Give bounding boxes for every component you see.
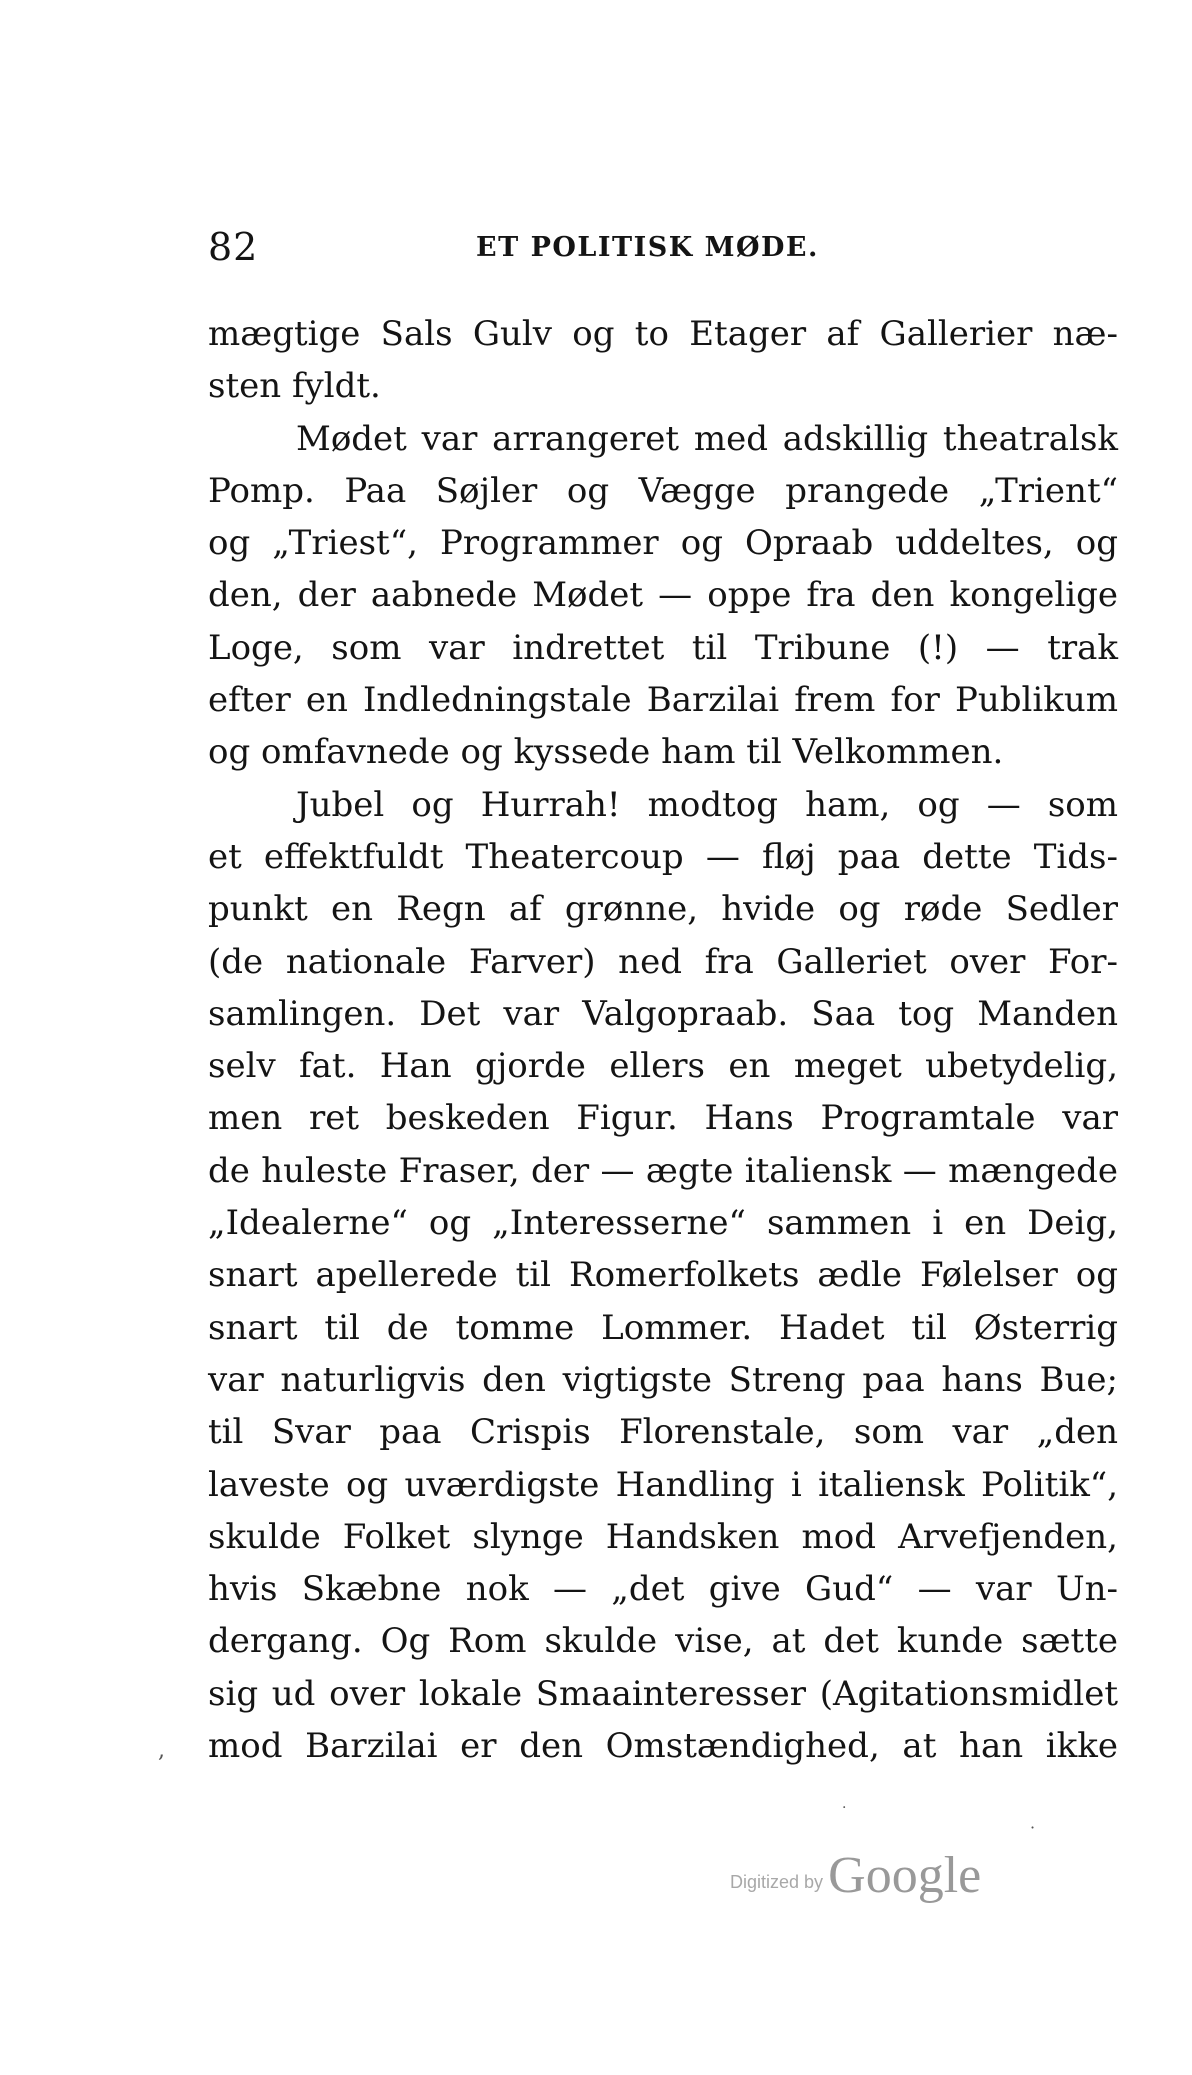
text-line: skulde Folket slynge Handsken mod Arvefjenden,: [208, 1516, 1118, 1557]
text-line: snart til de tomme Lommer. Hadet til Østerrig: [208, 1307, 1118, 1348]
text-line: sten fyldt.: [208, 366, 381, 407]
text-line: laveste og uværdigste Handling i italiensk Politik“,: [208, 1464, 1118, 1505]
text-line: snart apellerede til Romerfolkets ædle Følelser og: [208, 1255, 1118, 1296]
text-line: mod Barzilai er den Omstændighed, at han ikke: [208, 1726, 1118, 1767]
text-line: punkt en Regn af grønne, hvide og røde Sedler: [208, 889, 1118, 930]
text-line: hvis Skæbne nok — „det give Gud“ — var Un-: [208, 1569, 1118, 1610]
digitized-by-google-watermark: [730, 1846, 981, 1918]
page-number: 82: [208, 225, 259, 269]
text-line: Pomp. Paa Søjler og Vægge prangede „Trient“: [208, 470, 1118, 511]
text-line: mægtige Sals Gulv og to Etager af Gallerier næ-: [208, 314, 1118, 354]
text-line: og „Triest“, Programmer og Opraab uddeltes, og: [208, 523, 1118, 564]
text-line: Loge, som var indrettet til Tribune (!) — trak: [208, 627, 1118, 668]
text-line: Jubel og Hurrah! modtog ham, og — som: [296, 784, 1118, 825]
text-line: selv fat. Han gjorde ellers en meget ubetydelig,: [208, 1046, 1118, 1087]
text-line: de huleste Fraser, der — ægte italiensk — mængede: [208, 1150, 1118, 1191]
text-line: samlingen. Det var Valgopraab. Saa tog Manden: [208, 993, 1118, 1034]
google-logo: Google: [828, 1847, 982, 1904]
text-line: men ret beskeden Figur. Hans Programtale var: [208, 1098, 1118, 1139]
scan-speck: ,: [158, 1738, 165, 1763]
scan-speck: ·: [842, 1800, 847, 1816]
text-line: efter en Indledningstale Barzilai frem for Publikum: [208, 680, 1118, 721]
running-header: [208, 222, 1118, 272]
text-line: til Svar paa Crispis Florenstale, som var „den: [208, 1412, 1118, 1453]
text-line: (de nationale Farver) ned fra Galleriet over For-: [208, 941, 1118, 982]
text-line: og omfavnede og kyssede ham til Velkommen.: [208, 732, 1004, 773]
text-line: var naturligvis den vigtigste Streng paa hans Bue;: [208, 1359, 1118, 1400]
scan-speck: ·: [1030, 1818, 1036, 1837]
text-line: sig ud over lokale Smaainteresser (Agitationsmidlet: [208, 1673, 1118, 1714]
text-line: Mødet var arrangeret med adskillig theatralsk: [296, 418, 1118, 459]
watermark-prefix: Digitized by: [730, 1872, 824, 1892]
body-text: [208, 308, 1118, 1772]
chapter-title: ET POLITISK MØDE.: [476, 232, 819, 263]
text-line: dergang. Og Rom skulde vise, at det kunde sætte: [208, 1621, 1118, 1662]
text-line: et effektfuldt Theatercoup — fløj paa dette Tids-: [208, 836, 1118, 877]
text-line: den, der aabnede Mødet — oppe fra den kongelige: [208, 575, 1118, 616]
text-line: „Idealerne“ og „Interesserne“ sammen i en Deig,: [208, 1203, 1118, 1244]
